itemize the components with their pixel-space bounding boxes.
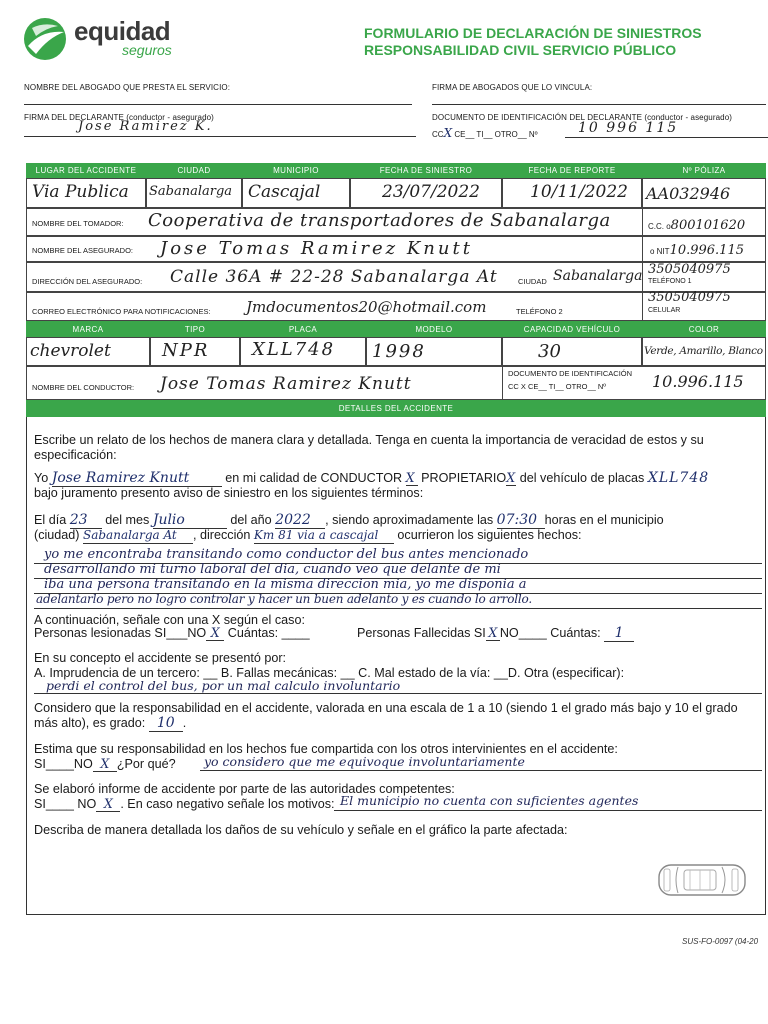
doc-declarante-types [432,126,538,140]
fallecidas-no: NO____ Cuántas: [499,626,601,640]
tomador-cc-label [648,218,745,233]
relato-text-1: yo me encontraba transitando como conductor del bus antes mencionado [44,547,529,562]
calidad-label: en mi calidad de CONDUCTOR [225,471,403,485]
equidad-logo-icon [22,16,68,62]
estima-line [34,756,176,772]
val-fecha-siniestro: 23/07/2022 [382,182,480,202]
conductor-mark: X [406,470,418,486]
direccion-value: Calle 36A # 22-28 Sabanalarga At [170,267,498,287]
grado-value: 10 [149,716,183,732]
relato-text-4: adelantarlo pero no logro controlar y hacer un buen adelanto y es cuando lo arrollo. [36,592,532,606]
hdr-municipio: MUNICIPIO [242,163,350,178]
yo-label: Yo [34,471,49,485]
abogado-line [24,104,412,105]
mes-value: Julio [153,513,227,529]
opciones-text: A. Imprudencia de un tercero: __ B. Fallas mecánicas: __ C. Mal estado de la vía: __D. Otra (especificar): [34,666,625,680]
dia-value: 23 [70,513,102,529]
firma-abogados-line [432,104,766,105]
doc-cond-value: 10.996.115 [652,372,744,391]
hora-value: 07:30 [497,513,545,529]
tomador-label: NOMBRE DEL TOMADOR: [32,219,124,228]
doc-cond-label: DOCUMENTO DE IDENTIFICACIÓN [508,369,633,378]
cc-label: C.C. o [648,222,671,231]
informe-text: Se elaboró informe de accidente por parte de las autoridades competentes: [34,782,455,796]
val-poliza: AA032946 [646,184,731,203]
bajo-juramento: bajo juramento presento aviso de siniestro en los siguientes términos: [34,486,424,500]
si-no-1: SI____NO [34,757,93,771]
porque-value: yo considero que me equivoque involuntariamente [204,754,525,769]
considera-label: Considero que la responsabilidad en el accidente, valorada en una escala de 1 a 10 (siendo 1 el grado más bajo y 10 el grado más alto), es grado: [34,701,738,730]
hdr-ciudad: CIUDAD [146,163,242,178]
del-ano-label: del año [230,513,272,527]
hdr-color: COLOR [642,321,766,337]
ciudad-paren: (ciudad) [34,528,80,542]
val-ciudad: Sabanalarga [149,184,233,199]
hdr-modelo: MODELO [366,321,502,337]
nit-value: 800101620 [670,218,746,233]
porque-label: ¿Por qué? [116,757,176,771]
motivos-value: El municipio no cuenta con suficientes agentes [340,793,639,808]
fecha-line [34,513,764,529]
aprox-label: , siendo aproximadamente las [325,513,494,527]
hdr-capacidad: CAPACIDAD VEHÍCULO [502,321,642,337]
hdr-tipo: TIPO [150,321,240,337]
firma-declarante-value: Jose Ramirez K. [78,119,213,134]
conductor-label: NOMBRE DEL CONDUCTOR: [32,383,135,392]
lesionadas-line [34,625,310,641]
doc-declarante-label: DOCUMENTO DE IDENTIFICACIÓN DEL DECLARANTE (conductor - asegurado) [432,113,733,122]
firma-declarante-line [24,136,416,137]
propietario-label: PROPIETARIO [421,471,507,485]
car-diagram-icon [656,861,748,899]
tel1-label: TELÉFONO 1 [648,278,692,285]
fallecidas-mark: X [486,625,500,641]
tel2-label: TELÉFONO 2 [516,307,563,316]
doc-cond-types: CC X CE__ TI__ OTRO__ Nº [508,382,607,391]
si-no-1-mark: X [93,756,117,772]
yo-line [34,470,764,487]
si-no-2-mark: X [96,796,120,812]
direccion-value: Km 81 via a cascajal [254,528,394,544]
motivos-label: . En caso negativo señale los motivos: [120,797,335,811]
conductor-value: Jose Tomas Ramirez Knutt [160,374,412,394]
val-capacidad-cell [502,337,642,366]
correo-value: Jmdocumentos20@hotmail.com [246,298,487,316]
asegurado-value: Jose Tomas Ramirez Knutt [160,238,473,259]
val-fecha-reporte: 10/11/2022 [530,182,628,202]
motivos-line [334,810,762,811]
footer-code: SUS-FO-0097 (04-20 [682,937,759,946]
val-capacidad: 30 [538,341,561,362]
doc-type-mark: X [443,126,453,140]
direccion-ciudad-label: CIUDAD [518,277,547,286]
relato-text-3: iba una persona transitando en la misma direccion mia, yo me disponia a [44,577,527,592]
estima-text: Estima que su responsabilidad en los hechos fue compartida con los otros intervinientes en el accidente: [34,742,618,756]
celular-label: CELULAR [648,307,681,314]
si-no-2: SI____ NO [34,797,97,811]
val-marca: chevrolet [30,341,111,361]
direccion-label: DIRECCIÓN DEL ASEGURADO: [32,277,143,286]
form-title [364,25,744,59]
hdr-fecha-siniestro: FECHA DE SINIESTRO [350,163,502,178]
hdr-placa: PLACA [240,321,366,337]
tomador-value: Cooperativa de transportadores de Sabanalarga [148,210,611,231]
concepto-text: En su concepto el accidente se presentó por: [34,651,287,665]
correo-label: CORREO ELECTRÓNICO PARA NOTIFICACIONES: [32,307,211,316]
val-color: Verde, Amarillo, Blanco [644,345,763,357]
hdr-fecha-reporte: FECHA DE REPORTE [502,163,642,178]
relato-line-4 [34,608,762,609]
fallecidas-label: Personas Fallecidas SI [357,626,486,640]
continuacion-text: A continuación, señale con una X según el caso: [34,613,305,627]
lesionadas-mark: X [206,625,224,641]
direccion-label: , dirección [193,528,251,542]
detalles-header: DETALLES DEL ACCIDENTE [26,400,766,417]
ciudad-line [34,528,764,544]
intro-text: Escribe un relato de los hechos de manera clara y detallada. Tenga en cuenta la importancia de veracidad de estos y su especificación: [34,433,704,462]
placas-value: XLL748 [647,470,710,486]
ocurrieron-label: ocurrieron los siguientes hechos: [397,528,582,542]
vehiculo-placas-label: del vehículo de placas [519,471,645,485]
abogado-label: NOMBRE DEL ABOGADO QUE PRESTA EL SERVICIO: [24,83,231,92]
hdr-marca: MARCA [26,321,150,337]
cuantas-1: Cuántas: ____ [227,626,310,640]
fallecidas-count: 1 [604,626,634,642]
direccion-ciudad-value: Sabanalarga [553,268,643,284]
form-title-line1: FORMULARIO DE DECLARACIÓN DE SINIESTROS [364,25,702,41]
doc-declarante-value: 10 996 115 [578,120,679,136]
doc-type-cc: CC [432,130,444,139]
asegurado-nit [650,243,744,258]
doc-declarante-line [565,137,768,138]
otra-value: perdi el control del bus, por un mal calculo involuntario [46,678,401,693]
val-modelo: 1998 [372,341,426,362]
el-dia-label: El día [34,513,67,527]
val-lugar: Via Publica [32,182,129,202]
lesionadas-label: Personas lesionadas SI___NO [34,626,207,640]
hdr-lugar: LUGAR DEL ACCIDENTE [26,163,146,178]
form-title-line2: RESPONSABILIDAD CIVIL SERVICIO PÚBLICO [364,42,677,58]
hdr-poliza: Nº PÓLIZA [642,163,766,178]
val-placa: XLL748 [252,339,336,360]
otra-line [34,693,762,694]
nit-label: o NIT [650,247,670,256]
porque-line [200,770,762,771]
val-tipo: NPR [162,340,210,361]
logo-text: equidad [74,16,171,46]
considera-text: Considero que la responsabilidad en el accidente, valorada en una escala de 1 a 10 (siendo 1 el grado más bajo y 10 el grado más alto), es grado: 10 . [34,701,738,731]
fallecidas-line [357,625,634,642]
ciudad-value: Sabanalarga At [83,528,193,544]
propietario-mark: X [506,470,516,485]
informe-line [34,796,335,812]
celular-value: 3505040975 [648,290,731,305]
val-municipio: Cascajal [248,182,321,202]
logo [22,16,182,62]
del-mes-label: del mes [105,513,150,527]
asegurado-id-value: 10.996.115 [669,243,744,258]
asegurado-label: NOMBRE DEL ASEGURADO: [32,246,133,255]
firma-declarante-label: FIRMA DEL DECLARANTE (conductor - asegurado) [24,113,214,122]
danos-text: Describa de manera detallada los daños de su vehículo y señale en el gráfico la parte afectada: [34,823,568,837]
horas-municipio-label: horas en el municipio [544,513,664,527]
yo-value: Jose Ramirez Knutt [52,471,222,487]
ano-value: 2022 [275,513,325,529]
relato-text-2: desarrollando mi turno laboral del dia, cuando veo que delante de mi [44,562,501,577]
tel1-value: 3505040975 [648,262,731,277]
doc-type-rest: CE__ TI__ OTRO__ Nº [454,130,538,139]
firma-abogados-label: FIRMA DE ABOGADOS QUE LO VINCULA: [432,83,593,92]
logo-subtext: seguros [122,42,172,58]
